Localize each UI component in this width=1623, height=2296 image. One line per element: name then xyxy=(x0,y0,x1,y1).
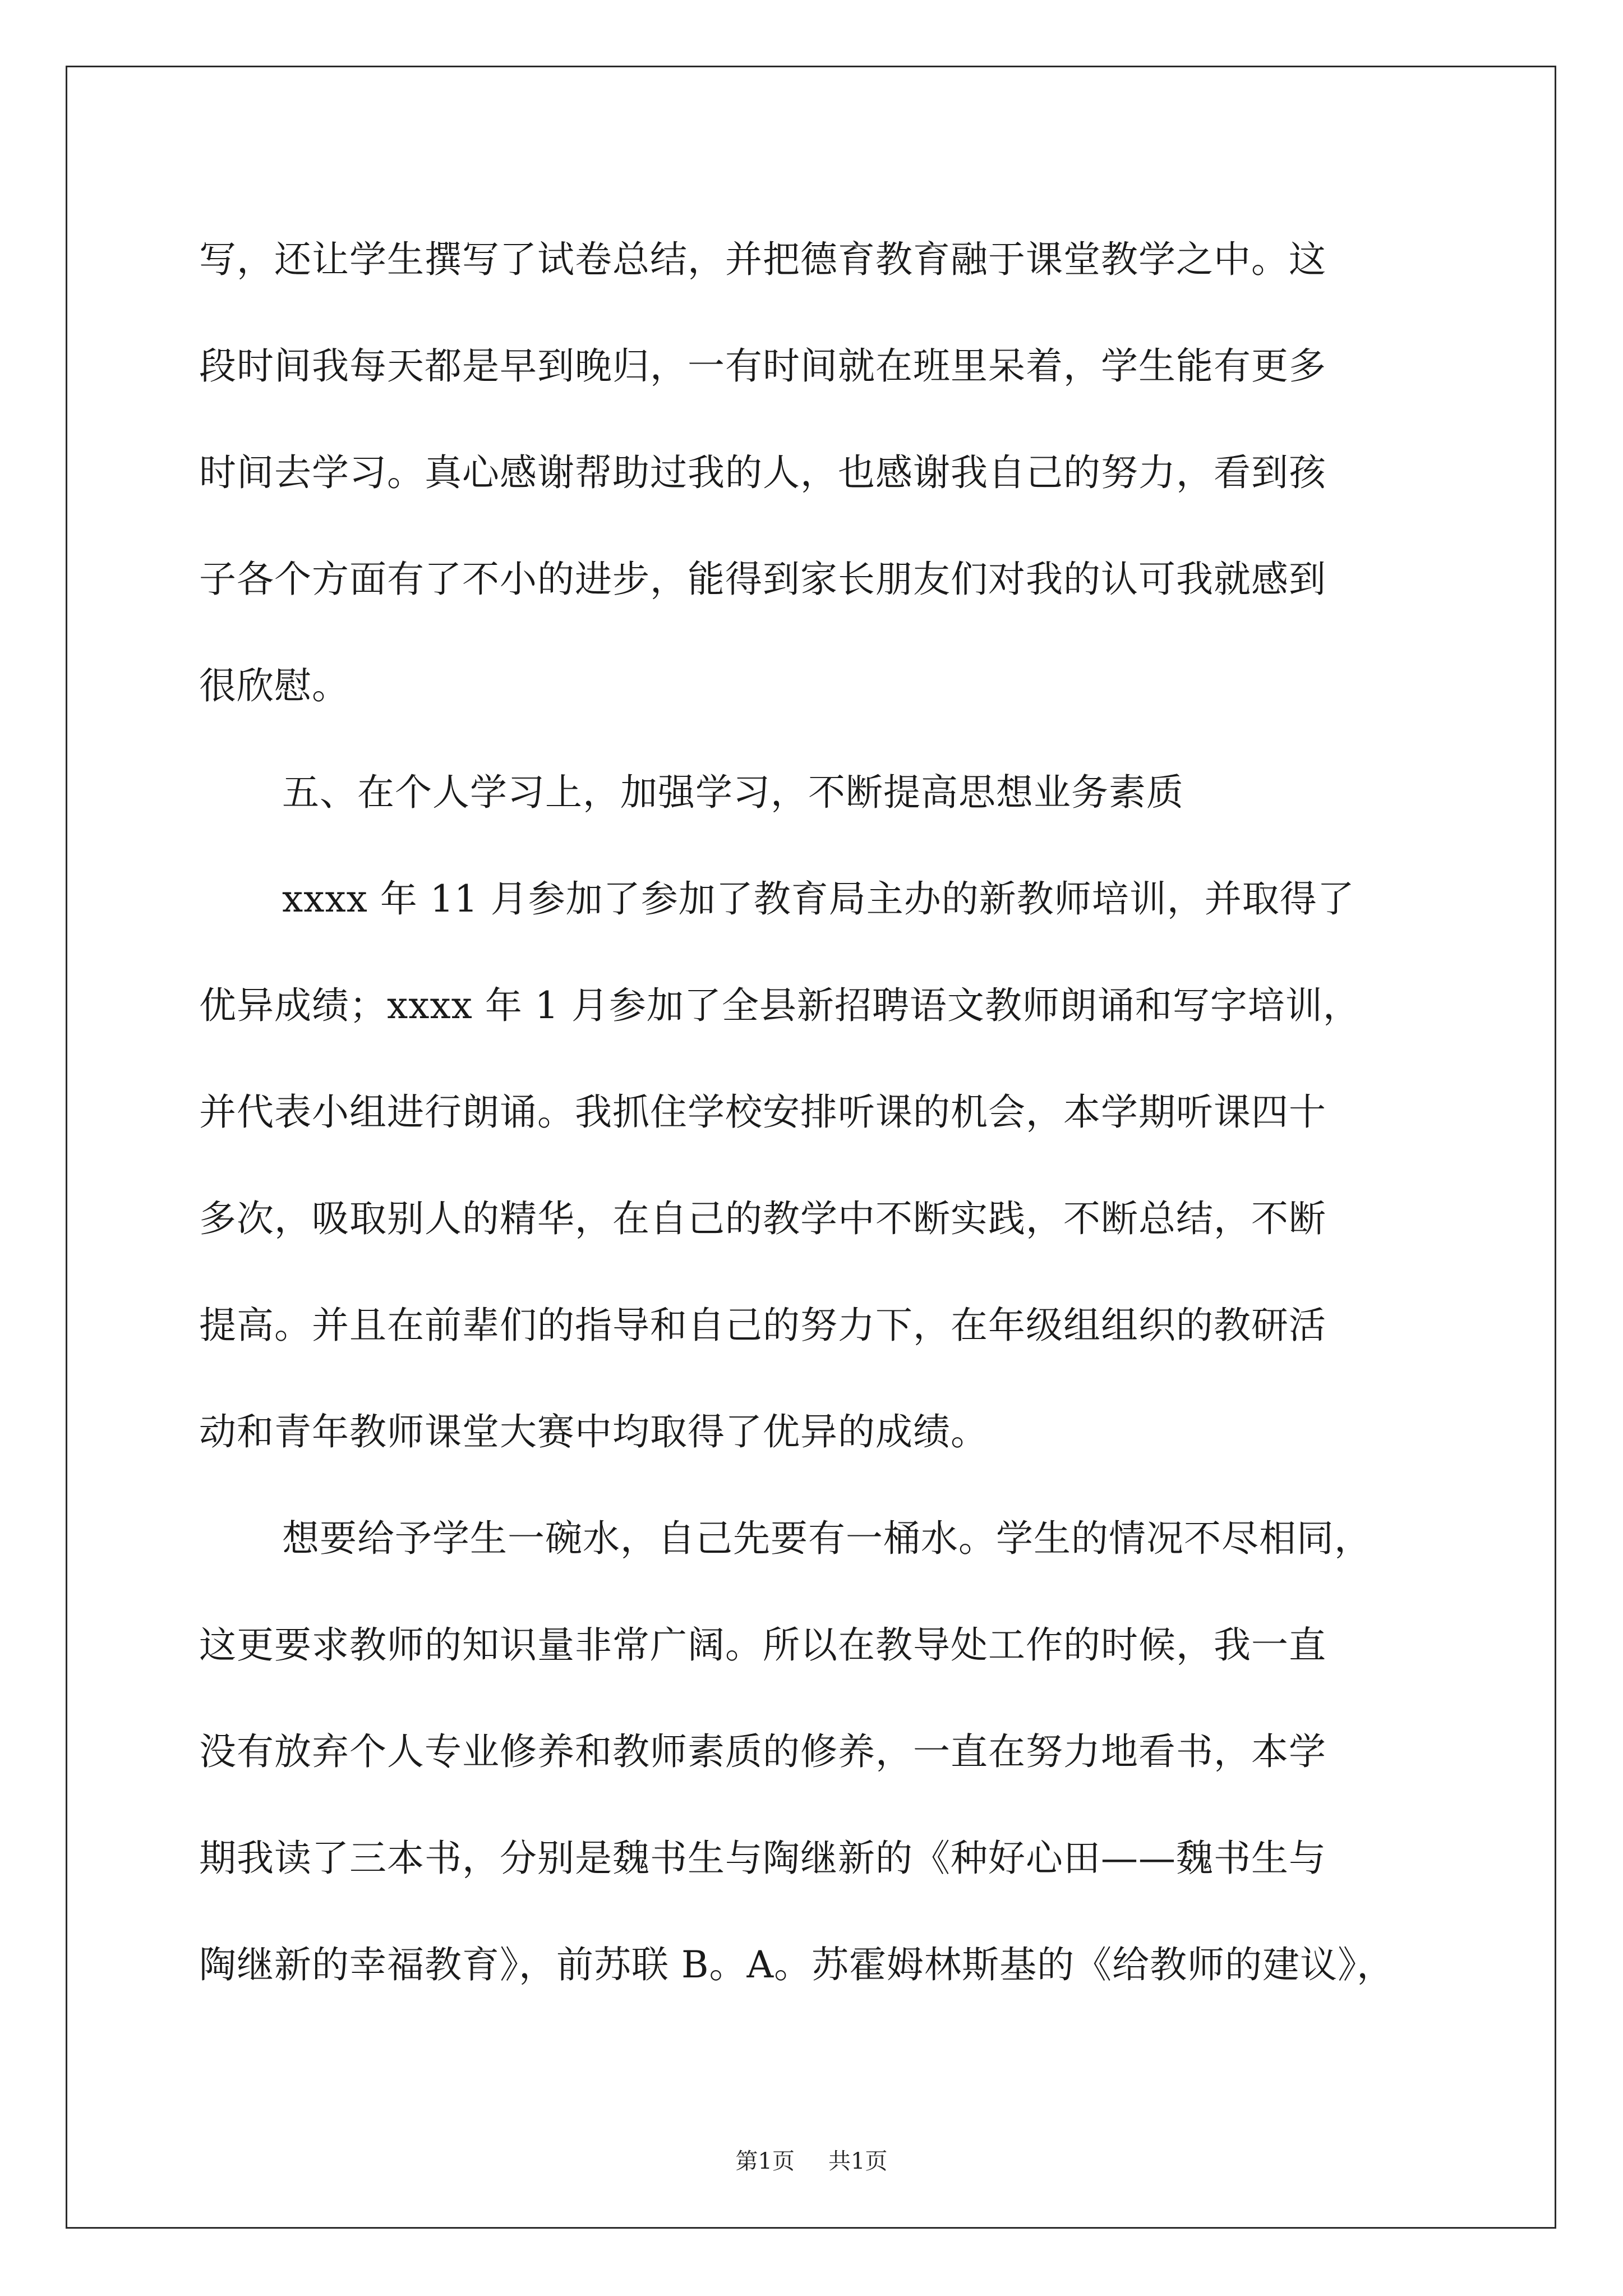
page-total: 共1页 xyxy=(828,2148,888,2174)
text-line: 写，还让学生撰写了试卷总结，并把德育教育融于课堂教学之中。这 xyxy=(199,238,1326,281)
text-line: 动和青年教师课堂大赛中均取得了优异的成绩。 xyxy=(199,1410,988,1453)
section-heading: 五、在个人学习上，加强学习，不断提高思想业务素质 xyxy=(282,771,1184,814)
text-line: 想要给予学生一碗水，自己先要有一桶水。学生的情况不尽相同， xyxy=(282,1517,1372,1560)
text-line: xxxx 年 11 月参加了参加了教育局主办的新教师培训，并取得了 xyxy=(282,877,1355,921)
text-line: 提高。并且在前辈们的指导和自己的努力下，在年级组组织的教研活 xyxy=(199,1304,1326,1347)
text-line: 多次，吸取别人的精华，在自己的教学中不断实践，不断总结，不断 xyxy=(199,1197,1326,1240)
document-body xyxy=(199,206,1472,2018)
text-line: 段时间我每天都是早到晚归，一有时间就在班里呆着，学生能有更多 xyxy=(199,344,1326,388)
page-footer xyxy=(0,2147,1623,2175)
text-line: 很欣慰。 xyxy=(199,664,349,707)
text-line: 优异成绩；xxxx 年 1 月参加了全县新招聘语文教师朗诵和写字培训， xyxy=(199,984,1361,1027)
text-line: 陶继新的幸福教育》，前苏联 B。A。苏霍姆林斯基的《给教师的建议》， xyxy=(199,1943,1395,1986)
page-number: 第1页 xyxy=(735,2148,795,2174)
text-line: 时间去学习。真心感谢帮助过我的人，也感谢我自己的努力，看到孩 xyxy=(199,451,1326,494)
text-line: 并代表小组进行朗诵。我抓住学校安排听课的机会，本学期听课四十 xyxy=(199,1091,1326,1134)
text-line: 没有放弃个人专业修养和教师素质的修养，一直在努力地看书，本学 xyxy=(199,1730,1326,1773)
text-line: 期我读了三本书，分别是魏书生与陶继新的《种好心田——魏书生与 xyxy=(199,1837,1326,1880)
text-line: 子各个方面有了不小的进步，能得到家长朋友们对我的认可我就感到 xyxy=(199,558,1326,601)
text-line: 这更要求教师的知识量非常广阔。所以在教导处工作的时候，我一直 xyxy=(199,1623,1326,1667)
